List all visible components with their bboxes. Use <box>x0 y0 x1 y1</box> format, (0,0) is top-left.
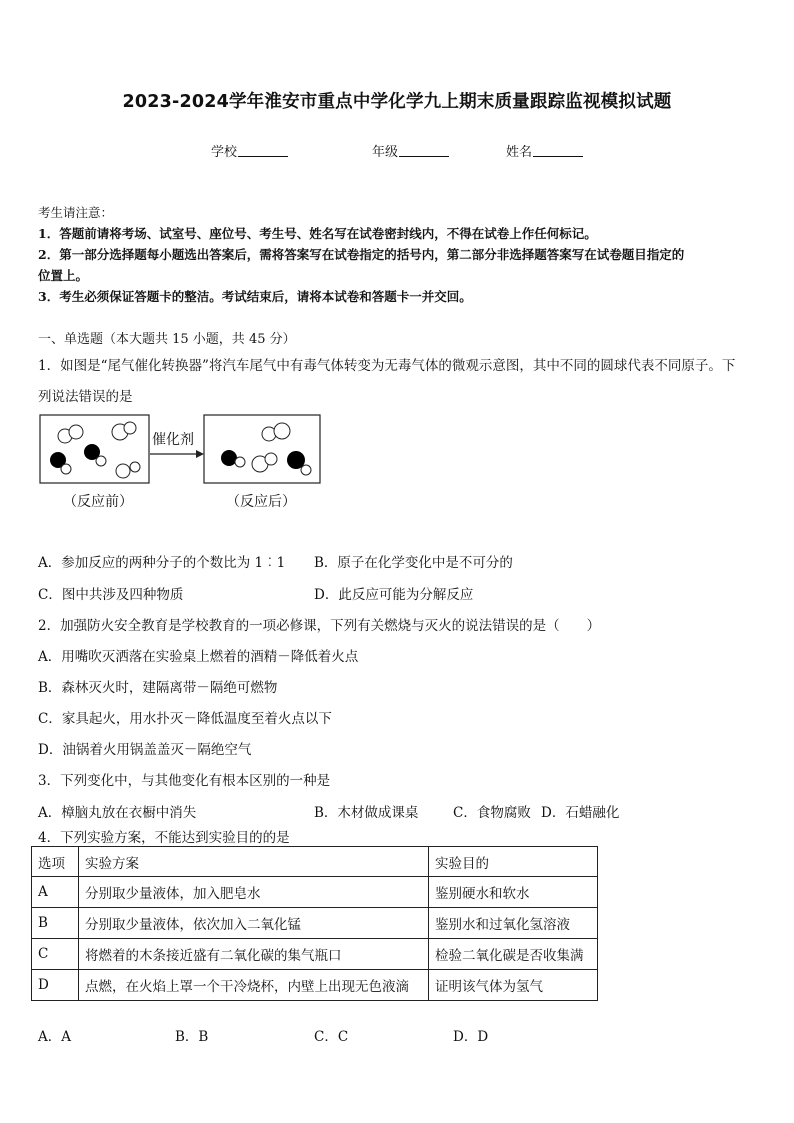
q3-option-a: A．樟脑丸放在衣橱中消失 <box>38 805 197 821</box>
grade-field <box>372 141 449 160</box>
q4-answer-a: A．A <box>38 1029 71 1045</box>
grade-blank <box>399 144 449 157</box>
q4-answer-c: C．C <box>314 1029 349 1045</box>
experiment-table <box>31 846 598 1001</box>
section-heading: 一、单选题（本大题共 15 小题，共 45 分） <box>38 332 296 347</box>
cell-option: A <box>32 877 79 908</box>
atom-white <box>274 423 290 439</box>
q1-option-d: D．此反应可能为分解反应 <box>314 587 474 603</box>
q1-option-b: B．原子在化学变化中是不可分的 <box>314 555 513 571</box>
cell-purpose: 鉴别硬水和软水 <box>429 877 598 908</box>
q4-stem: 4．下列实验方案，不能达到实验目的的是 <box>38 830 290 846</box>
table-row <box>32 970 598 1001</box>
cell-plan: 点燃，在火焰上罩一个干冷烧杯，内壁上出现无色液滴 <box>79 970 429 1001</box>
cell-purpose: 检验二氧化碳是否收集满 <box>429 939 598 970</box>
header-option: 选项 <box>32 847 79 877</box>
notice-heading: 考生请注意： <box>38 205 114 220</box>
atom-white <box>69 425 83 439</box>
q4-answer-b: B．B <box>175 1029 209 1045</box>
cell-plan: 分别取少量液体，加入肥皂水 <box>79 877 429 908</box>
atom-white <box>116 464 130 478</box>
school-label: 学校 <box>211 145 238 160</box>
table-row <box>32 908 598 939</box>
reaction-diagram-svg <box>38 410 328 515</box>
cell-purpose: 证明该气体为氢气 <box>429 970 598 1001</box>
q1-option-c: C．图中共涉及四种物质 <box>38 587 184 603</box>
cell-purpose: 鉴别水和过氧化氢溶液 <box>429 908 598 939</box>
header-purpose: 实验目的 <box>429 847 598 877</box>
q3-option-d: D．石蜡融化 <box>541 805 620 821</box>
table-header-row <box>32 847 598 877</box>
q2-stem: 2．加强防火安全教育是学校教育的一项必修课，下列有关燃烧与灭火的说法错误的是（ ） <box>38 618 601 634</box>
atom-white <box>61 464 71 474</box>
atom-black <box>221 450 237 466</box>
table-row <box>32 939 598 970</box>
header-plan: 实验方案 <box>79 847 429 877</box>
cell-option: B <box>32 908 79 939</box>
atom-white <box>301 465 311 475</box>
name-label: 姓名 <box>506 145 533 160</box>
atom-white <box>265 453 277 465</box>
q3-option-c: C．食物腐败 <box>453 805 531 821</box>
before-label: （反应前） <box>63 494 133 510</box>
atom-white <box>235 457 245 467</box>
q2-option-c: C．家具起火，用水扑灭－降低温度至着火点以下 <box>38 711 332 727</box>
notice-item: 1．答题前请将考场、试室号、座位号、考生号、姓名写在试卷密封线内，不得在试卷上作任何标记。 <box>38 226 597 241</box>
table-row <box>32 877 598 908</box>
q4-answer-d: D．D <box>453 1029 489 1045</box>
cell-option: D <box>32 970 79 1001</box>
q1-option-a: A．参加反应的两种分子的个数比为 1︰1 <box>38 555 286 571</box>
after-label: （反应后） <box>226 494 296 510</box>
cell-plan: 将燃着的木条接近盛有二氧化碳的集气瓶口 <box>79 939 429 970</box>
reaction-diagram <box>38 410 328 519</box>
q1-stem-cont: 列说法错误的是 <box>38 389 133 405</box>
atom-white <box>130 462 140 472</box>
cell-option: C <box>32 939 79 970</box>
q3-stem: 3．下列变化中，与其他变化有根本区别的一种是 <box>38 773 331 789</box>
name-blank <box>533 144 583 157</box>
cell-plan: 分别取少量液体，依次加入二氧化锰 <box>79 908 429 939</box>
q2-option-d: D．油锅着火用锅盖盖灭－隔绝空气 <box>38 742 252 758</box>
atom-white <box>96 456 106 466</box>
arrow-head <box>196 450 204 458</box>
notice-item: 位置上。 <box>38 268 89 283</box>
school-blank <box>238 144 288 157</box>
q2-option-b: B．森林灭火时，建隔离带－隔绝可燃物 <box>38 680 278 696</box>
q1-stem: 1．如图是“尾气催化转换器”将汽车尾气中有毒气体转变为无毒气体的微观示意图，其中不同的圆球代表不同原子。下 <box>38 358 736 374</box>
notice-item: 2．第一部分选择题每小题选出答案后，需将答案写在试卷指定的括号内，第二部分非选择题答案写在试卷题目指定的 <box>38 247 685 262</box>
atom-white <box>124 422 136 434</box>
notice-item: 3．考生必须保证答题卡的整洁。考试结束后，请将本试卷和答题卡一并交回。 <box>38 289 472 304</box>
page-title: 2023-2024学年淮安市重点中学化学九上期末质量跟踪监视模拟试题 <box>122 92 672 112</box>
q3-option-b: B．木材做成课桌 <box>314 805 419 821</box>
grade-label: 年级 <box>372 145 399 160</box>
q2-option-a: A．用嘴吹灭洒落在实验桌上燃着的酒精－降低着火点 <box>38 649 359 665</box>
catalyst-label: 催化剂 <box>152 432 194 448</box>
school-field <box>211 141 288 160</box>
name-field <box>506 141 583 160</box>
